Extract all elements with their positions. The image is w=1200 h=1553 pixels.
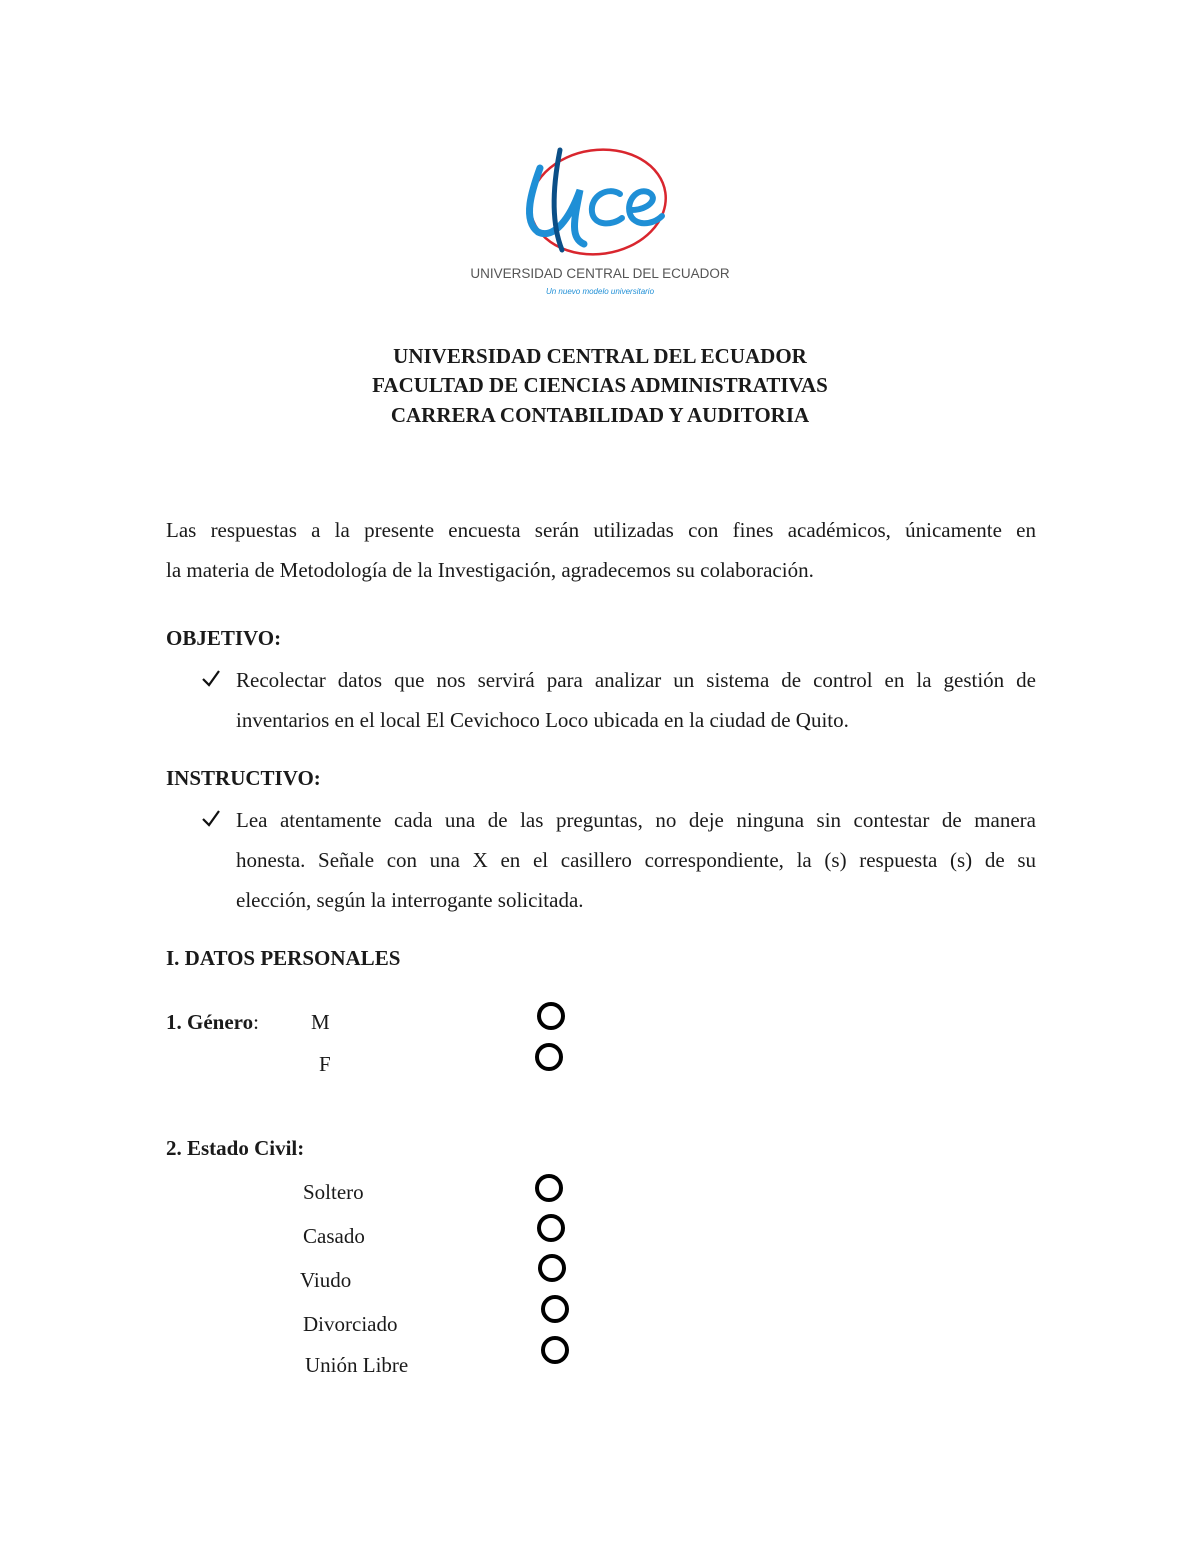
option-label-f: F [319, 1052, 331, 1076]
option-label-viudo: Viudo [300, 1268, 352, 1292]
datos-personales-heading: I. DATOS PERSONALES [166, 946, 401, 970]
option-label-casado: Casado [303, 1224, 365, 1248]
radio-viudo[interactable] [538, 1254, 566, 1282]
checkmark-icon [200, 807, 224, 831]
radio-union-libre[interactable] [541, 1336, 569, 1364]
instructivo-line-2: honesta. Señale con una X en el casillero correspondiente, la (s) respuesta (s) de su [236, 848, 1036, 872]
radio-genero-f[interactable] [535, 1043, 563, 1071]
logo-tagline-text: Un nuevo modelo universitario [545, 287, 655, 296]
question-estado-civil: 2. Estado Civil: [166, 1136, 305, 1160]
option-label-divorciado: Divorciado [303, 1312, 398, 1336]
career-title: CARRERA CONTABILIDAD Y AUDITORIA [390, 403, 810, 427]
radio-soltero[interactable] [535, 1174, 563, 1202]
radio-genero-m[interactable] [537, 1002, 565, 1030]
objetivo-line-2: inventarios en el local El Cevichoco Loco ubicada en la ciudad de Quito. [236, 708, 849, 732]
question-colon: : [253, 1010, 259, 1034]
question-number: 1. [166, 1010, 182, 1034]
intro-line-1: Las respuestas a la presente encuesta serán utilizadas con fines académicos, únicamente en [166, 518, 1036, 542]
question-label: Género [187, 1010, 254, 1034]
radio-divorciado[interactable] [541, 1295, 569, 1323]
university-title: UNIVERSIDAD CENTRAL DEL ECUADOR [393, 344, 807, 368]
question-genero [166, 1010, 259, 1035]
intro-paragraph [166, 510, 1036, 590]
logo-name-text: UNIVERSIDAD CENTRAL DEL ECUADOR [470, 266, 730, 281]
instructivo-heading: INSTRUCTIVO: [166, 766, 321, 790]
objetivo-text [236, 660, 1036, 740]
instructivo-text [236, 800, 1036, 920]
option-label-soltero: Soltero [303, 1180, 364, 1204]
option-label-union-libre: Unión Libre [305, 1353, 409, 1377]
uce-logo-graphic [470, 140, 730, 300]
university-logo [470, 140, 730, 300]
radio-casado[interactable] [537, 1214, 565, 1242]
objetivo-heading: OBJETIVO: [166, 626, 282, 650]
instructivo-line-1: Lea atentamente cada una de las preguntas, no deje ninguna sin contestar de manera [236, 808, 1036, 832]
option-label-m: M [311, 1010, 330, 1034]
intro-line-2: la materia de Metodología de la Investigación, agradecemos su colaboración. [166, 558, 814, 582]
objetivo-line-1: Recolectar datos que nos servirá para analizar un sistema de control en la gestión de [236, 668, 1036, 692]
instructivo-line-3: elección, según la interrogante solicitada. [236, 888, 584, 912]
checkmark-icon [200, 667, 224, 691]
faculty-title: FACULTAD DE CIENCIAS ADMINISTRATIVAS [372, 373, 828, 397]
